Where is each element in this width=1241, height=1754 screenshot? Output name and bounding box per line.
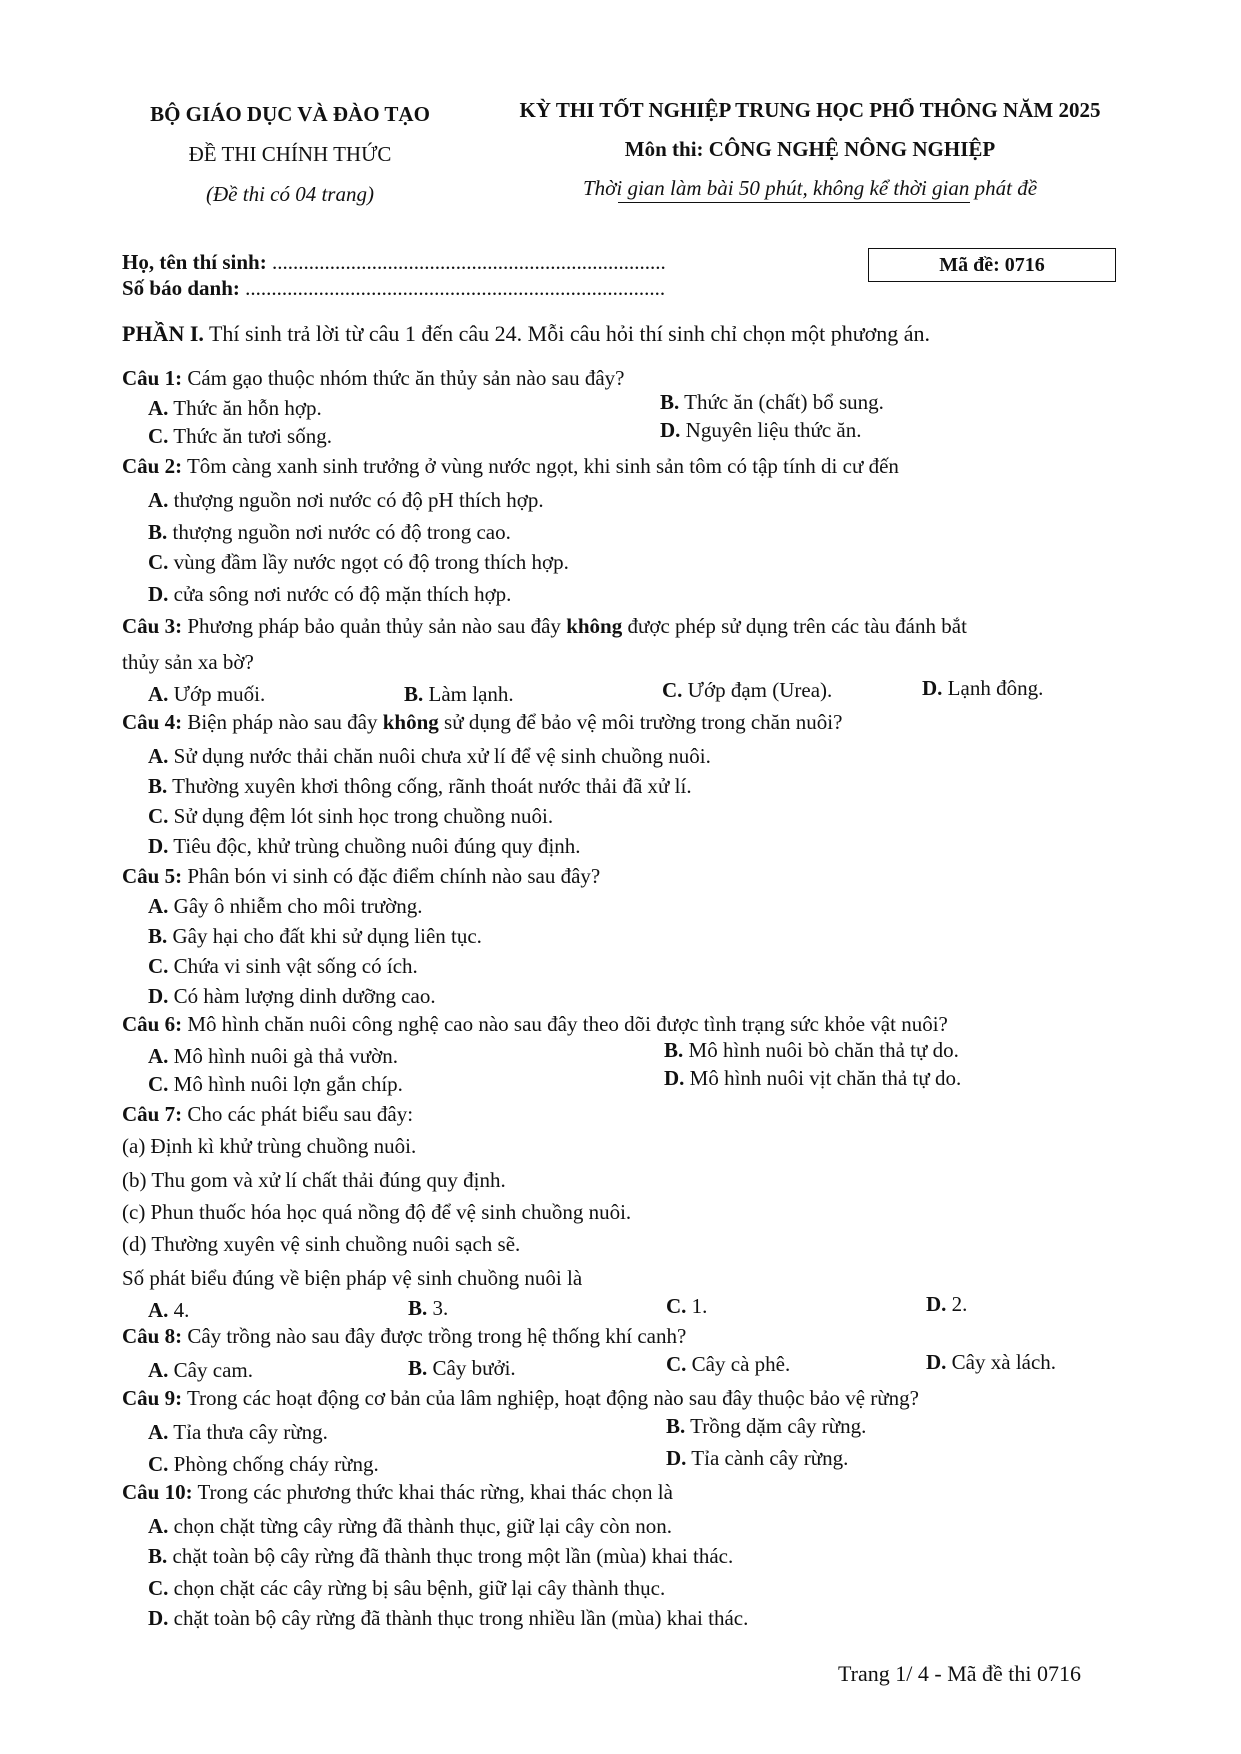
question-emphasis: không [382, 710, 439, 734]
option-letter: A. [148, 488, 169, 512]
option-letter: A. [148, 1044, 169, 1068]
pages-note: (Đề thi có 04 trang) [206, 182, 374, 206]
option [148, 518, 511, 546]
option [148, 1042, 398, 1070]
option-letter: A. [148, 1420, 169, 1444]
option-letter: D. [926, 1350, 947, 1374]
ministry-name: BỘ GIÁO DỤC VÀ ĐÀO TẠO [150, 102, 430, 126]
question-stem-continued: Số phát biểu đúng về biện pháp vệ sinh chuồng nuôi là [122, 1266, 583, 1290]
option-text: Gây hại cho đất khi sử dụng liên tục. [167, 924, 482, 948]
option-text: Chứa vi sinh vật sống có ích. [168, 954, 418, 978]
question-text: Phương pháp bảo quản thủy sản nào sau đây [182, 614, 567, 638]
exam-code-box: Mã đề: 0716 [868, 248, 1116, 282]
option [148, 892, 422, 920]
question-stem [122, 1384, 919, 1412]
question-label: Câu 9: [122, 1386, 183, 1410]
option-letter: D. [664, 1066, 685, 1090]
option-text: Có hàm lượng dinh dưỡng cao. [168, 984, 436, 1008]
option [148, 1604, 748, 1632]
option-text: Gây ô nhiễm cho môi trường. [168, 894, 423, 918]
question-label: Câu 1: [122, 366, 183, 390]
candidate-id-label: Số báo danh: [122, 276, 240, 300]
option-text: 2. [946, 1292, 968, 1316]
option [660, 388, 884, 416]
option [666, 1292, 707, 1320]
option-letter: D. [926, 1292, 947, 1316]
option-letter: D. [148, 984, 169, 1008]
question-text: Tôm càng xanh sinh trưởng ở vùng nước ngọt, khi sinh sản tôm có tập tính di cư đến [182, 454, 899, 478]
option-letter: C. [148, 550, 169, 574]
official-label: ĐỀ THI CHÍNH THỨC [188, 142, 392, 166]
question-label: Câu 3: [122, 614, 183, 638]
option-letter: C. [148, 1576, 169, 1600]
option [926, 1290, 967, 1318]
option-text: chặt toàn bộ cây rừng đã thành thục trong nhiều lần (mùa) khai thác. [168, 1606, 749, 1630]
question-text: Mô hình chăn nuôi công nghệ cao nào sau đây theo dõi được tình trạng sức khỏe vật nuôi? [182, 1012, 948, 1036]
question-text: Biện pháp nào sau đây [182, 710, 383, 734]
option-text: Ướp muối. [168, 682, 266, 706]
option-letter: D. [660, 418, 681, 442]
option-text: vùng đầm lầy nước ngọt có độ trong thích hợp. [168, 550, 569, 574]
question-stem [122, 1010, 948, 1038]
question-stem [122, 452, 899, 480]
option [148, 580, 511, 608]
option-text: 1. [686, 1294, 708, 1318]
option [666, 1412, 866, 1440]
option [926, 1348, 1056, 1376]
option-text: Tỉa cành cây rừng. [686, 1446, 849, 1470]
question-text: Phân bón vi sinh có đặc điểm chính nào sau đây? [182, 864, 601, 888]
option-letter: B. [664, 1038, 684, 1062]
option [662, 676, 832, 704]
option-text: Ướp đạm (Urea). [682, 678, 833, 702]
question-label: Câu 10: [122, 1480, 193, 1504]
option-text: Trồng dặm cây rừng. [685, 1414, 867, 1438]
candidate-name-line [122, 248, 666, 276]
question-stem [122, 364, 624, 392]
part1-instruction [122, 320, 930, 348]
option-text: Mô hình nuôi vịt chăn thả tự do. [684, 1066, 962, 1090]
candidate-id-line [122, 274, 665, 302]
question-text: Cây trồng nào sau đây được trồng trong hệ thống khí canh? [182, 1324, 687, 1348]
option-text: Thường xuyên khơi thông cống, rãnh thoát nước thải đã xử lí. [167, 774, 692, 798]
question-stem [122, 612, 967, 640]
option-text: Thức ăn tươi sống. [168, 424, 332, 448]
option-text: thượng nguồn nơi nước có độ trong cao. [167, 520, 511, 544]
option [148, 1296, 189, 1324]
option-text: Nguyên liệu thức ăn. [680, 418, 862, 442]
header-underline [618, 202, 970, 203]
option [148, 952, 418, 980]
option-letter: D. [148, 834, 169, 858]
option-text: chọn chặt từng cây rừng đã thành thục, giữ lại cây còn non. [168, 1514, 673, 1538]
option-letter: B. [148, 774, 168, 798]
question-text: Cám gạo thuộc nhóm thức ăn thủy sản nào sau đây? [182, 366, 625, 390]
option [666, 1444, 848, 1472]
option-letter: C. [148, 804, 169, 828]
option-letter: D. [148, 582, 169, 606]
option [148, 1574, 665, 1602]
option-letter: A. [148, 744, 169, 768]
option [664, 1036, 959, 1064]
option-letter: A. [148, 682, 169, 706]
option-text: Sử dụng đệm lót sinh học trong chuồng nuôi. [168, 804, 554, 828]
time-note: Thời gian làm bài 50 phút, không kể thời gian phát đề [582, 176, 1038, 200]
option [660, 416, 862, 444]
option [148, 982, 436, 1010]
option-letter: A. [148, 1358, 169, 1382]
question-label: Câu 7: [122, 1102, 183, 1126]
option [148, 832, 581, 860]
option-letter: C. [148, 954, 169, 978]
option [148, 1542, 733, 1570]
option [922, 674, 1043, 702]
option [664, 1064, 961, 1092]
option-letter: C. [662, 678, 683, 702]
option [148, 1418, 328, 1446]
option-text: 3. [427, 1296, 449, 1320]
candidate-name-dots: ........................................................................... [271, 250, 666, 274]
part1-text: Thí sinh trả lời từ câu 1 đến câu 24. Mỗi câu hỏi thí sinh chỉ chọn một phương án. [203, 321, 931, 346]
option [148, 1070, 403, 1098]
option-text: Tiêu độc, khử trùng chuồng nuôi đúng quy định. [168, 834, 581, 858]
option [404, 680, 514, 708]
option-text: 4. [168, 1298, 190, 1322]
option-letter: B. [408, 1356, 428, 1380]
option-letter: D. [148, 1606, 169, 1630]
option-text: Cây bưởi. [427, 1356, 516, 1380]
option [148, 680, 265, 708]
option-text: Lạnh đông. [942, 676, 1044, 700]
option-text: thượng nguồn nơi nước có độ pH thích hợp. [168, 488, 544, 512]
option-letter: B. [148, 924, 168, 948]
option-letter: A. [148, 396, 169, 420]
subject-line [490, 135, 1130, 163]
option-letter: A. [148, 894, 169, 918]
question-stem [122, 862, 600, 890]
option-text: cửa sông nơi nước có độ mặn thích hợp. [168, 582, 512, 606]
option-text: Tỉa thưa cây rừng. [168, 1420, 328, 1444]
question-text: Trong các hoạt động cơ bản của lâm nghiệp, hoạt động nào sau đây thuộc bảo vệ rừng? [182, 1386, 919, 1410]
option-letter: B. [404, 682, 424, 706]
option-text: Cây xà lách. [946, 1350, 1057, 1374]
page-footer: Trang 1/ 4 - Mã đề thi 0716 [838, 1661, 1082, 1686]
question-stem [122, 708, 842, 736]
exam-title: KỲ THI TỐT NGHIỆP TRUNG HỌC PHỔ THÔNG NĂM 2025 [519, 98, 1101, 122]
option-letter: B. [148, 1544, 168, 1568]
question-stem [122, 1100, 413, 1128]
option-letter: A. [148, 1298, 169, 1322]
option-text: Phòng chống cháy rừng. [168, 1452, 379, 1476]
option-text: Cây cam. [168, 1358, 253, 1382]
question-label: Câu 6: [122, 1012, 183, 1036]
option [148, 1512, 672, 1540]
option [148, 742, 711, 770]
option-letter: B. [660, 390, 680, 414]
option-text: Mô hình nuôi lợn gắn chíp. [168, 1072, 403, 1096]
candidate-id-dots: ................................................................................ [245, 276, 666, 300]
option-letter: D. [666, 1446, 687, 1470]
option [148, 922, 482, 950]
option-letter: B. [666, 1414, 686, 1438]
question-label: Câu 5: [122, 864, 183, 888]
option-text: Sử dụng nước thải chăn nuôi chưa xử lí để vệ sinh chuồng nuôi. [168, 744, 711, 768]
option-text: Mô hình nuôi gà thả vườn. [168, 1044, 398, 1068]
option [148, 1450, 379, 1478]
option [148, 548, 569, 576]
option-text: Làm lạnh. [423, 682, 514, 706]
option-letter: C. [148, 1072, 169, 1096]
option-text: Thức ăn (chất) bổ sung. [679, 390, 884, 414]
option-letter: C. [148, 424, 169, 448]
question-stem [122, 1322, 686, 1350]
question-text: được phép sử dụng trên các tàu đánh bắt [622, 614, 967, 638]
question-label: Câu 4: [122, 710, 183, 734]
statement: (b) Thu gom và xử lí chất thải đúng quy định. [122, 1168, 506, 1192]
candidate-name-label: Họ, tên thí sinh: [122, 250, 267, 274]
subject-label: Môn thi: [624, 137, 704, 161]
option-text: chặt toàn bộ cây rừng đã thành thục trong một lần (mùa) khai thác. [167, 1544, 734, 1568]
option-letter: A. [148, 1514, 169, 1538]
question-text: sử dụng để bảo vệ môi trường trong chăn nuôi? [438, 710, 843, 734]
question-label: Câu 2: [122, 454, 183, 478]
option [148, 422, 332, 450]
question-stem-continued: thủy sản xa bờ? [122, 650, 254, 674]
statement: (d) Thường xuyên vệ sinh chuồng nuôi sạch sẽ. [122, 1232, 521, 1256]
question-emphasis: không [566, 614, 623, 638]
option-letter: C. [666, 1294, 687, 1318]
question-label: Câu 8: [122, 1324, 183, 1348]
statement: (a) Định kì khử trùng chuồng nuôi. [122, 1134, 417, 1158]
option [408, 1294, 448, 1322]
option [148, 486, 544, 514]
statement: (c) Phun thuốc hóa học quá nồng độ để vệ sinh chuồng nuôi. [122, 1200, 632, 1224]
option-letter: B. [408, 1296, 428, 1320]
option [148, 772, 692, 800]
option [408, 1354, 516, 1382]
part1-label: PHẦN I. [122, 321, 204, 346]
option-text: Mô hình nuôi bò chăn thả tự do. [683, 1038, 959, 1062]
option-text: Thức ăn hỗn hợp. [168, 396, 322, 420]
option [666, 1350, 790, 1378]
option-letter: C. [666, 1352, 687, 1376]
option [148, 802, 553, 830]
option [148, 1356, 253, 1384]
option-letter: D. [922, 676, 943, 700]
option-text: chọn chặt các cây rừng bị sâu bệnh, giữ lại cây thành thục. [168, 1576, 666, 1600]
option [148, 394, 322, 422]
question-stem [122, 1478, 673, 1506]
option-text: Cây cà phê. [686, 1352, 791, 1376]
subject-name: CÔNG NGHỆ NÔNG NGHIỆP [708, 137, 996, 161]
question-text: Trong các phương thức khai thác rừng, khai thác chọn là [192, 1480, 673, 1504]
question-text: Cho các phát biểu sau đây: [182, 1102, 414, 1126]
option-letter: C. [148, 1452, 169, 1476]
option-letter: B. [148, 520, 168, 544]
